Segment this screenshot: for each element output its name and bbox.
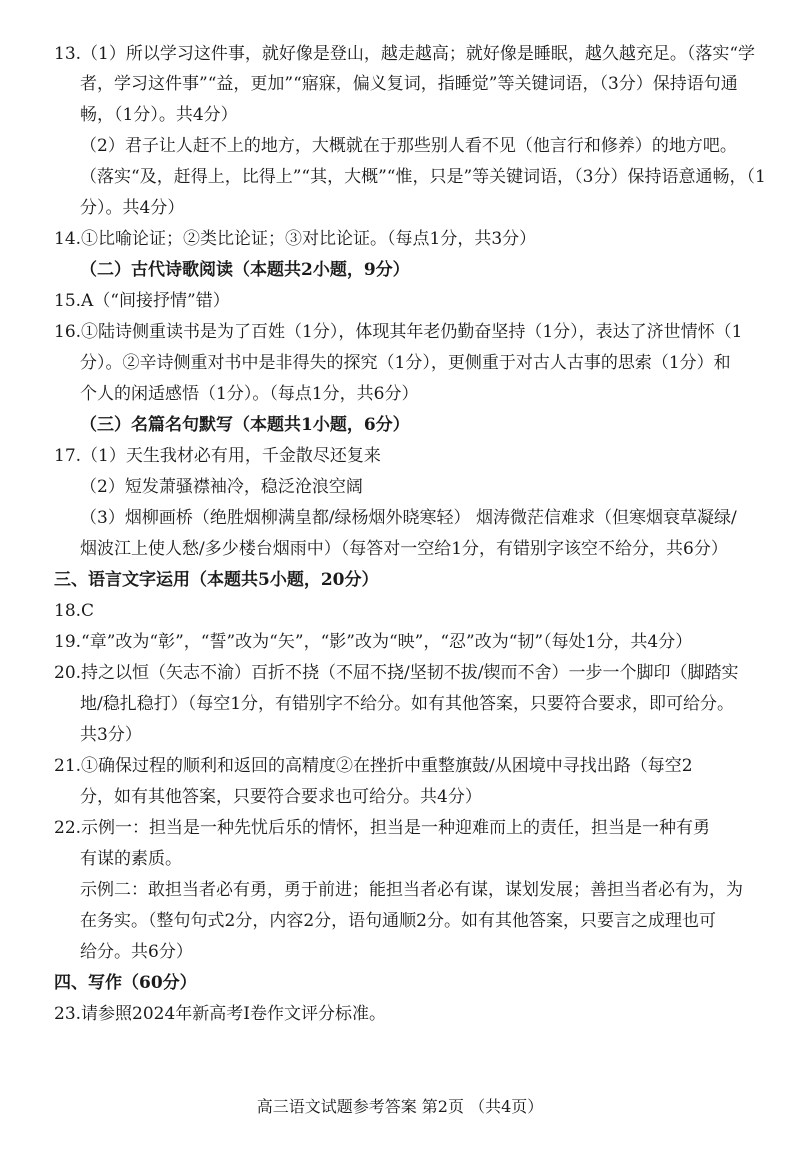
q16-line-2: 分）。②辛诗侧重对书中是非得失的探究（1分），更侧重于对古人古事的思索（1分）和: [80, 353, 731, 373]
q22-line-2: 有谋的素质。: [80, 849, 182, 869]
section-famous-lines-heading: （三）名篇名句默写（本题共1小题，6分）: [80, 415, 410, 435]
q21-line-1: 21.①确保过程的顺利和返回的高精度②在挫折中重整旗鼓/从困境中寻找出路（每空2: [54, 756, 693, 776]
q17-3-line-1: （3）烟柳画桥（绝胜烟柳满皇都/绿杨烟外晓寒轻） 烟涛微茫信难求（但寒烟衰草凝绿/: [80, 508, 737, 528]
q17-3-line-2: 烟波江上使人愁/多少楼台烟雨中）（每答对一空给1分，有错别字该空不给分，共6分）: [80, 539, 728, 559]
q19-line: 19.“章”改为“彰”，“誓”改为“矢”，“影”改为“映”，“忍”改为“韧”（每处1分，共4分）: [54, 632, 693, 652]
q22-line-4: 在务实。（整句句式2分，内容2分，语句通顺2分。如有其他答案，只要言之成理也可: [80, 911, 716, 931]
q22-line-5: 给分。共6分）: [80, 942, 193, 962]
q13-2-line-1: （2）君子让人赶不上的地方，大概就在于那些别人看不见（他言行和修养）的地方吧。: [80, 136, 737, 156]
q22-line-3: 示例二：敢担当者必有勇，勇于前进；能担当者必有谋，谋划发展；善担当者必有为，为: [80, 880, 743, 900]
q13-1-line-3: 畅，（1分）。共4分）: [80, 105, 238, 125]
q16-line-1: 16.①陆诗侧重读书是为了百姓（1分），体现其年老仍勤奋坚持（1分），表达了济世情怀（1: [54, 322, 743, 342]
q13-2-line-2: （落实“及，赶得上，比得上”“其，大概”“惟，只是”等关键词语，（3分）保持语意通畅，（1: [80, 167, 766, 187]
q21-line-2: 分，如有其他答案，只要符合要求也可给分。共4分）: [80, 787, 482, 807]
q22-line-1: 22.示例一：担当是一种先忧后乐的情怀，担当是一种迎难而上的责任，担当是一种有勇: [54, 818, 711, 838]
q20-line-3: 共3分）: [80, 725, 142, 745]
page-footer: 高三语文试题参考答案 第2页 （共4页）: [256, 1097, 544, 1116]
section-language-use-heading: 三、语言文字运用（本题共5小题，20分）: [54, 570, 379, 590]
q13-1-line-2: 者，学习这件事”“益，更加”“寤寐，偏义复词，指睡觉”等关键词语，（3分）保持语句通: [80, 74, 738, 94]
q14-line: 14.①比喻论证；②类比论证；③对比论证。（每点1分，共3分）: [54, 229, 537, 249]
q20-line-1: 20.持之以恒（矢志不渝）百折不挠（不屈不挠/坚韧不拔/锲而不舍）一步一个脚印（脚踏实: [54, 663, 739, 683]
q13-1-line-1: 13.（1）所以学习这件事，就好像是登山，越走越高；就好像是睡眠，越久越充足。（落实“学: [54, 44, 756, 64]
q17-1-line: 17.（1）天生我材必有用，千金散尽还复来: [54, 446, 381, 466]
section-ancient-poetry-heading: （二）古代诗歌阅读（本题共2小题，9分）: [80, 260, 410, 280]
q13-2-line-3: 分）。共4分）: [80, 198, 185, 218]
q20-line-2: 地/稳扎稳打）（每空1分，有错别字不给分。如有其他答案，只要符合要求，即可给分。: [80, 694, 735, 714]
q16-line-3: 个人的闲适感悟（1分）。（每点1分，共6分）: [80, 384, 419, 404]
section-writing-heading: 四、写作（60分）: [54, 973, 197, 993]
q17-2-line: （2）短发萧骚襟袖冷，稳泛沧浪空阔: [80, 477, 363, 497]
q18-line: 18.C: [54, 601, 95, 621]
q23-line: 23.请参照2024年新高考Ⅰ卷作文评分标准。: [54, 1004, 387, 1024]
q15-line: 15.A（“间接抒情”错）: [54, 291, 230, 311]
